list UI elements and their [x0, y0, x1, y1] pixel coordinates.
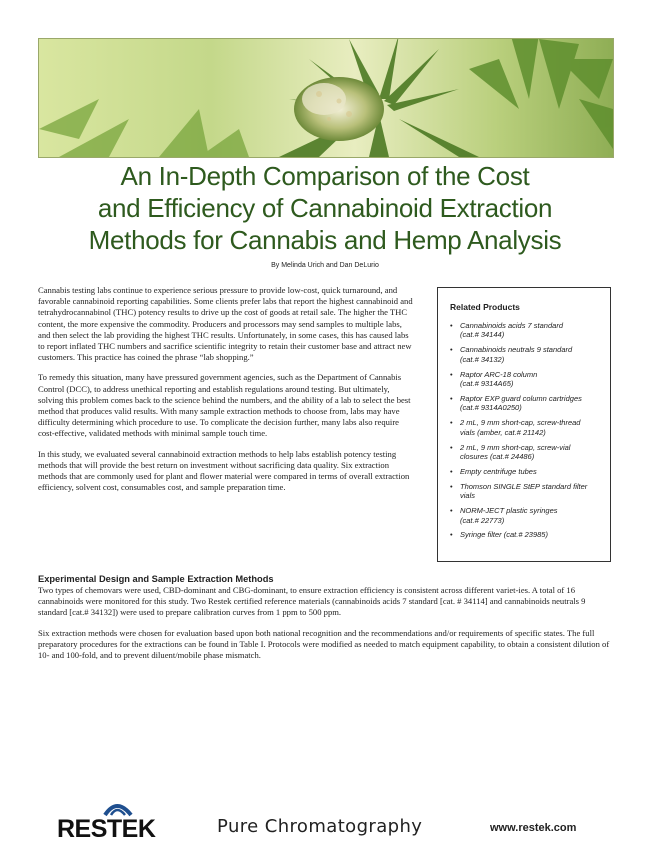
page-footer — [0, 795, 649, 855]
title-line-1: An In-Depth Comparison of the Cost — [120, 161, 530, 191]
related-product-item[interactable]: • Cannabinoids neutrals 9 standard (cat.# 34132) — [450, 345, 600, 364]
related-products-list — [450, 321, 600, 540]
intro-body — [38, 285, 413, 502]
intro-paragraph-1: Cannabis testing labs continue to experience serious pressure to provide low-cost, quick turnaround, and favorable cannabinoid reporting capabilities. Some clients prefer labs that report the highest cannabinoid and tetrahydrocannabinol (THC) potency results to drive up the cost of goods at retail sale. The higher the THC content, the more expensive the commodity. Producers and processors may send samples to multiple labs, and then select the lab providing the highest THC results. Unfortunately, in some cases, this has caused labs to report inflated THC numbers and sacrifice scientific integrity to retain their customer base and attract new customers. This practice has coined the phrase “lab shopping.” — [38, 285, 413, 363]
restek-logo-text: RESTEK — [57, 815, 156, 843]
hero-cannabis-image — [38, 38, 614, 158]
related-product-item[interactable]: • Thomson SINGLE StEP standard filter vials — [450, 482, 600, 501]
related-product-item[interactable]: • 2 mL, 9 mm short-cap, screw-vial closures (cat.# 24486) — [450, 443, 600, 462]
section-paragraph-2: Six extraction methods were chosen for evaluation based upon both national recognition and the recommendations and/or requirements of specific states. The full preparatory procedures for the extractions can be found in Table I. Protocols were modified as needed to match equipment capability, to obtain a consistent dilution of 10- and 100-fold, and to prevent diluent/mobile phase mismatch. — [38, 627, 610, 661]
title-line-3: Methods for Cannabis and Hemp Analysis — [88, 225, 562, 255]
related-products-box — [437, 287, 611, 562]
related-products-heading: Related Products — [450, 302, 520, 312]
intro-paragraph-3: In this study, we evaluated several cannabinoid extraction methods to help labs establish potency testing methods that will provide the best return on investment without sacrificing data quality. Six extraction methods that are commonly used for plant and flower material were compared in terms of overall extraction efficiency, solvent cost, consumables cost, and sample preparation time. — [38, 448, 410, 493]
footer-url-link[interactable]: www.restek.com — [490, 822, 577, 834]
related-product-item[interactable]: • Raptor ARC-18 column (cat.# 9314A65) — [450, 370, 600, 389]
related-product-item[interactable]: • NORM-JECT plastic syringes (cat.# 22773) — [450, 506, 600, 525]
cannabis-leaves-illustration — [39, 39, 613, 157]
footer-tagline: Pure Chromatography — [217, 816, 423, 837]
related-product-item[interactable]: • Cannabinoids acids 7 standard (cat.# 34144) — [450, 321, 600, 340]
section-heading: Experimental Design and Sample Extraction Methods — [38, 574, 274, 584]
related-product-item[interactable]: • Syringe filter (cat.# 23985) — [450, 530, 600, 539]
related-product-item[interactable]: • Raptor EXP guard column cartridges (cat.# 9314A0250) — [450, 394, 600, 413]
restek-logo-arc-icon — [57, 795, 175, 817]
restek-logo[interactable] — [57, 795, 175, 843]
article-title — [38, 160, 612, 256]
section-paragraph-1: Two types of chemovars were used, CBD-dominant and CBG-dominant, to ensure extraction efficiency is consistent across different variet-ies. A total of 16 cannabinoids were monitored for this study. Two Restek certified reference materials (cannabinoids acids 7 standard [cat. # 34114] and cannabinoids neutrals 9 standard [cat.# 34132]) were used to prepare calibration curves from 1 ppm to 500 ppm. — [38, 585, 586, 618]
related-product-item[interactable]: • Empty centrifuge tubes — [450, 467, 600, 476]
byline: By Melinda Urich and Dan DeLurio — [271, 262, 379, 269]
related-product-item[interactable]: • 2 mL, 9 mm short-cap, screw-thread vials (amber, cat.# 21142) — [450, 418, 600, 437]
title-line-2: and Efficiency of Cannabinoid Extraction — [97, 193, 553, 223]
intro-paragraph-2: To remedy this situation, many have pressured government agencies, such as the Department of Cannabis Control (DCC), to address unethical reporting and establish regulations around testing. But ultimately, solving this problem comes back to the science behind the numbers, and the ability of a lab to select the best method that produces valid results. With many sample extraction methods to choose from, labs may have difficulty determining which procedure to use. To complicate the decision further, many labs also require cost-effective, validated methods with minimal sample touch time. — [38, 372, 411, 439]
experimental-design-section — [38, 573, 612, 670]
